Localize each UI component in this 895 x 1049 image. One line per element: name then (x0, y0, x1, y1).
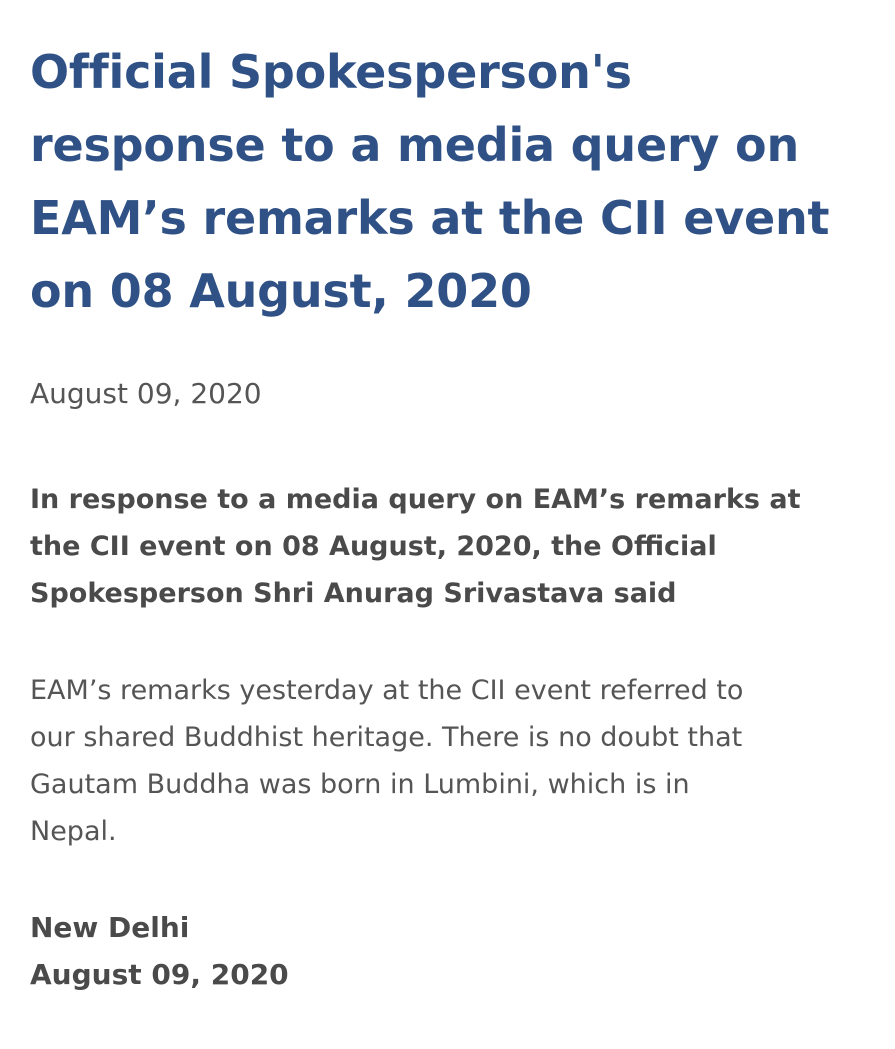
lead-line: In response to a media query on EAM’s remarks at (30, 484, 801, 515)
page-title (30, 36, 845, 328)
title-line: EAM’s remarks at the CII event (30, 191, 830, 245)
body-line: EAM’s remarks yesterday at the CII event referred to (30, 675, 744, 706)
body-line: Gautam Buddha was born in Lumbini, which is in (30, 769, 690, 800)
title-line: response to a media query on (30, 118, 799, 172)
lead-line: the CII event on 08 August, 2020, the Official (30, 531, 717, 562)
published-date: August 09, 2020 (30, 377, 262, 410)
lead-paragraph (30, 476, 801, 617)
body-line: our shared Buddhist heritage. There is no doubt that (30, 722, 743, 753)
body-paragraph (30, 667, 743, 855)
signoff (30, 904, 289, 998)
lead-line: Spokesperson Shri Anurag Srivastava said (30, 578, 677, 609)
signoff-date: August 09, 2020 (30, 958, 289, 991)
title-line: Official Spokesperson's (30, 45, 632, 99)
body-line: Nepal. (30, 816, 117, 847)
title-line: on 08 August, 2020 (30, 264, 532, 318)
signoff-place: New Delhi (30, 911, 190, 944)
